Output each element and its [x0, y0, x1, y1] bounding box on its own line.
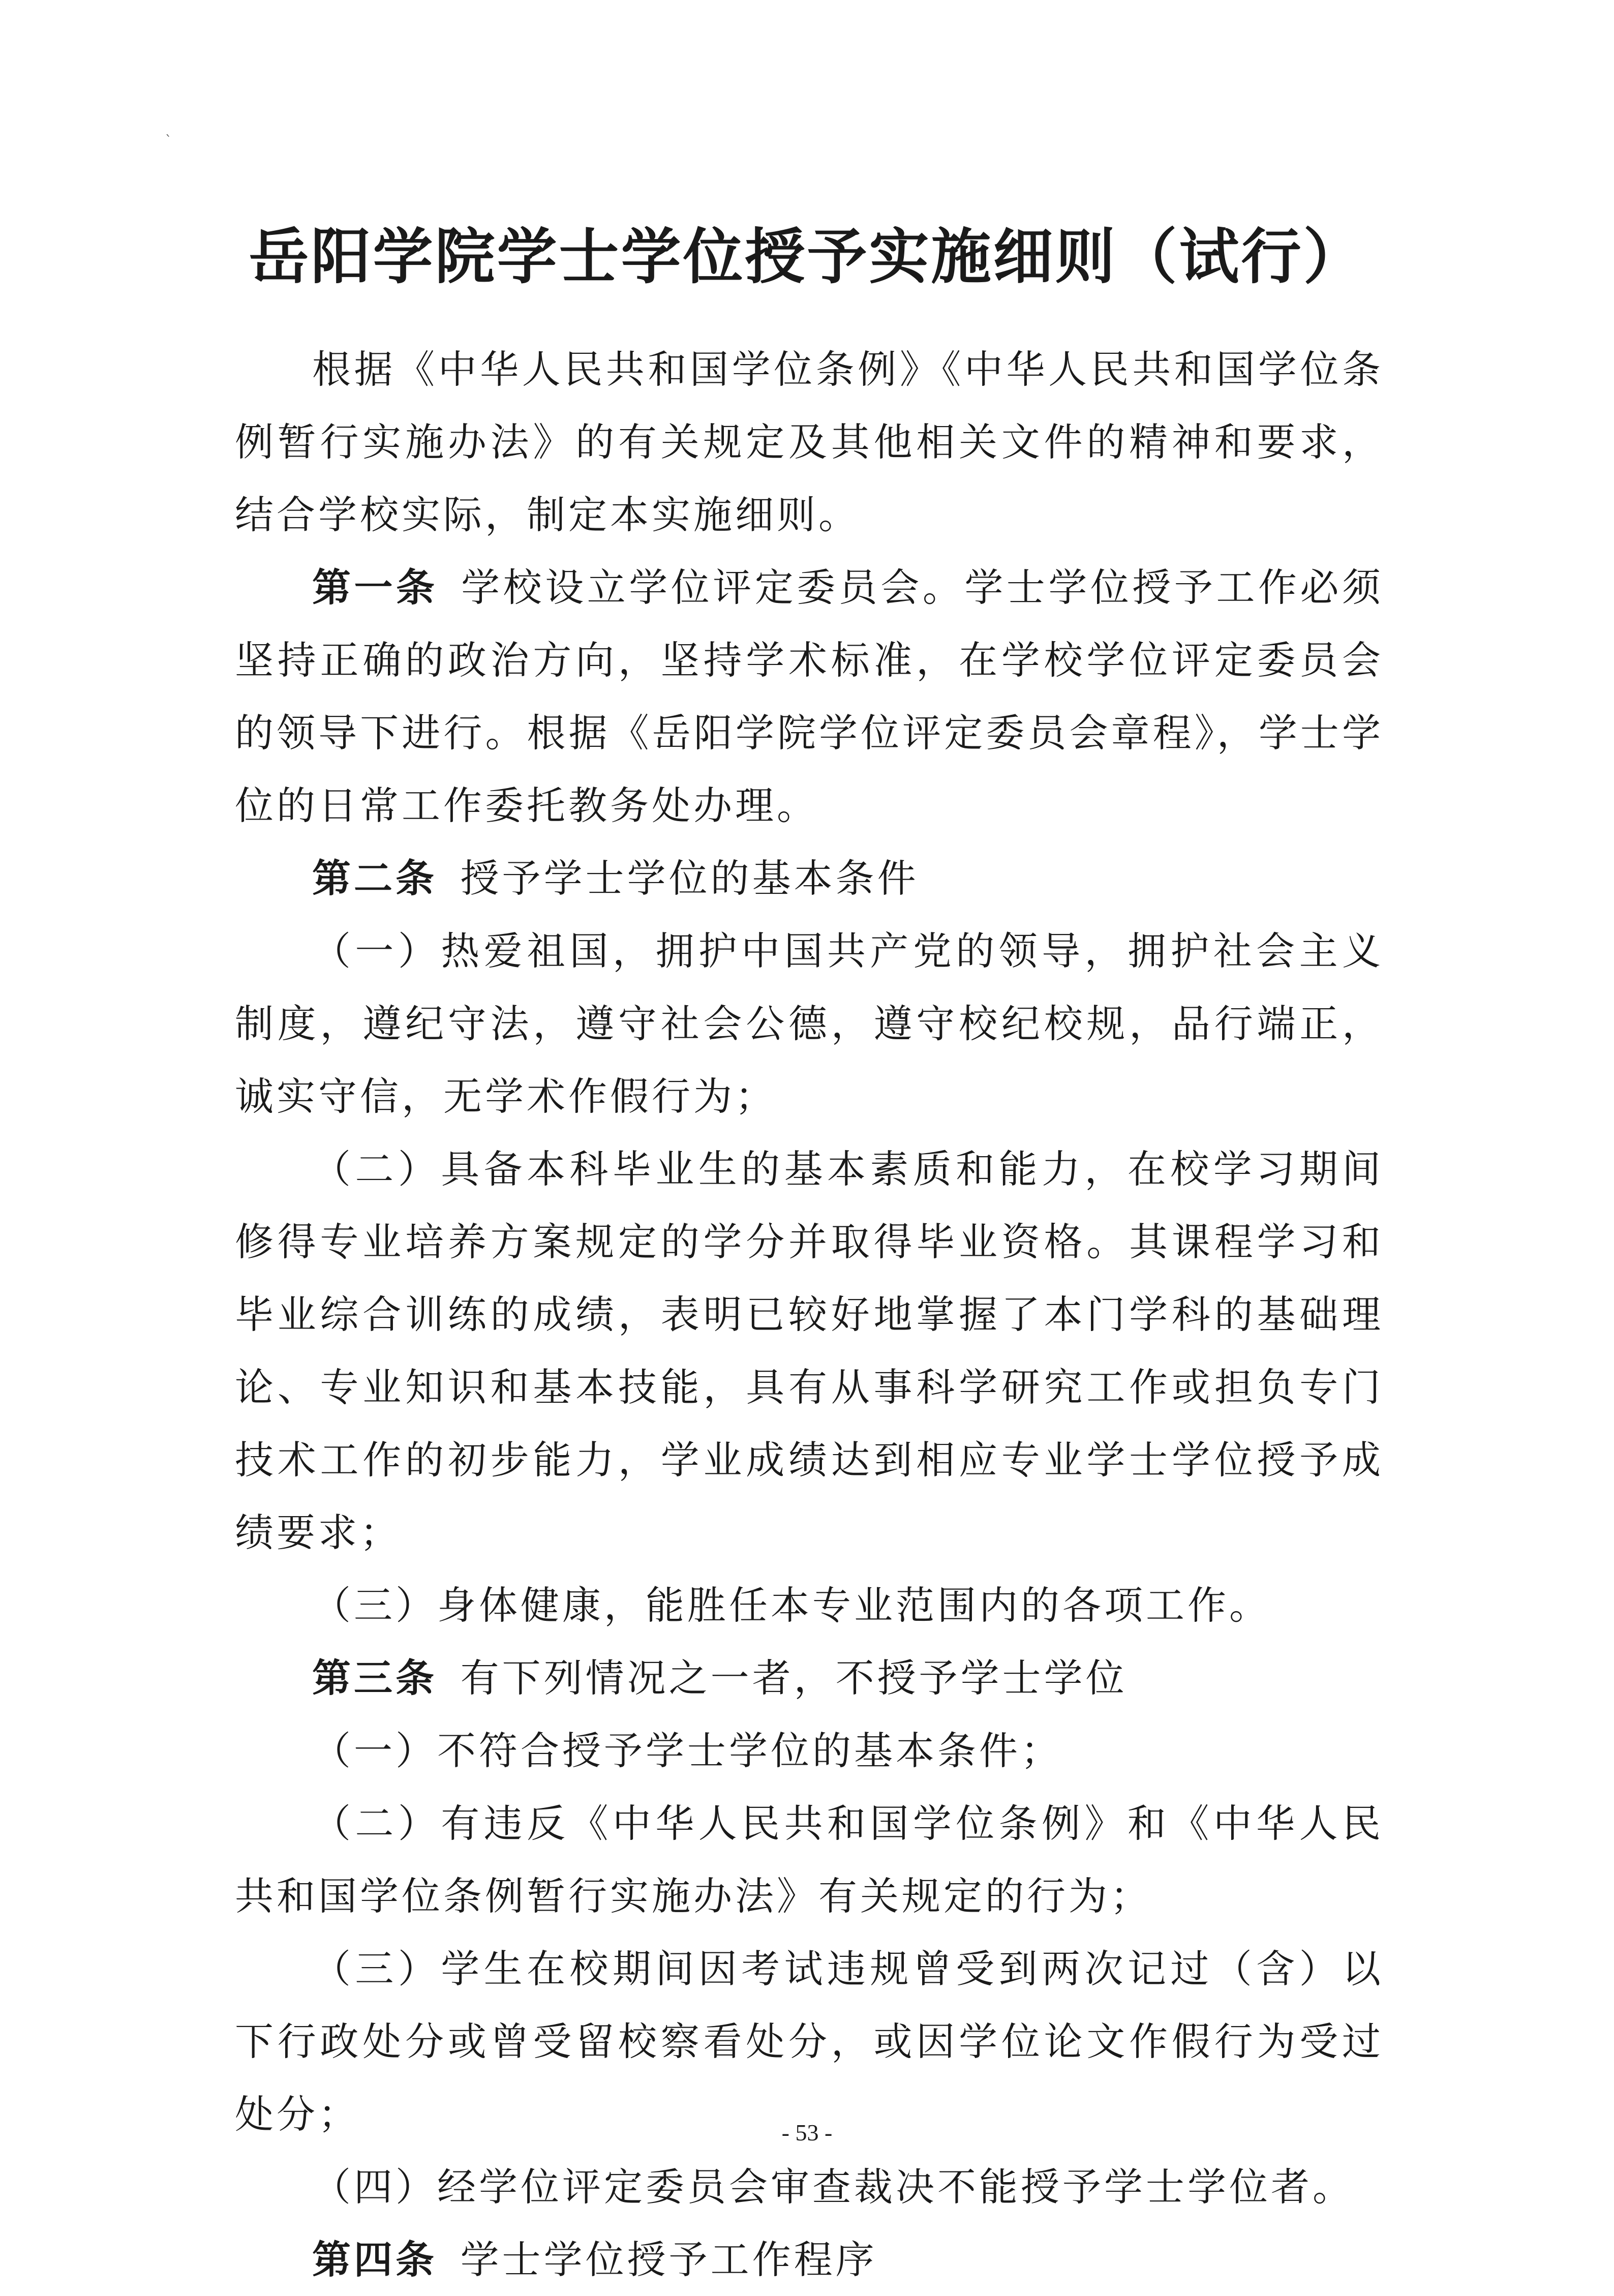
paragraph-article-4: [235, 2223, 1384, 2296]
paragraph-text: （二）具备本科毕业生的基本素质和能力，在校学习期间修得专业培养方案规定的学分并取得毕业资格。其课程学习和毕业综合训练的成绩，表明已较好地掌握了本门学科的基础理论、专业知识和基本技能，具有从事科学研究工作或担负专门技术工作的初步能力，学业成绩达到相应专业学士学位授予成绩要求；: [235, 1146, 1384, 1555]
paragraph-article-2: [235, 842, 1384, 915]
document-body: [235, 333, 1384, 2296]
paragraph-text: 有下列情况之一者，不授予学士学位: [460, 1655, 1128, 1701]
paragraph-item: [235, 2151, 1384, 2223]
document-title: 岳阳学院学士学位授予实施细则（试行）: [249, 222, 1365, 292]
paragraph-article-3: [235, 1642, 1384, 1714]
article-label: 第三条: [312, 1655, 437, 1701]
paragraph-text: 授予学士学位的基本条件: [460, 856, 919, 901]
article-label: 第一条: [312, 565, 438, 610]
paragraph-item: [235, 1787, 1384, 1932]
paragraph-text: （一）热爱祖国，拥护中国共产党的领导，拥护社会主义制度，遵纪守法，遵守社会公德，遵守校纪校规，品行端正，诚实守信，无学术作假行为；: [235, 928, 1384, 1119]
paragraph-text: （三）身体健康，能胜任本专业范围内的各项工作。: [312, 1583, 1271, 1628]
page-number: - 53 -: [781, 2120, 833, 2146]
paragraph-item: [235, 1714, 1384, 1787]
paragraph-text: （三）学生在校期间因考试违规曾受到两次记过（含）以下行政处分或曾受留校察看处分，或因学位论文作假行为受过处分；: [235, 1946, 1384, 2137]
scan-mark: `: [165, 133, 172, 148]
paragraph-article-1: [235, 551, 1384, 842]
paragraph-text: （二）有违反《中华人民共和国学位条例》和《中华人民共和国学位条例暂行实施办法》有关规定的行为；: [235, 1801, 1384, 1919]
article-label: 第二条: [312, 856, 437, 901]
paragraph-text: （一）不符合授予学士学位的基本条件；: [312, 1728, 1062, 1773]
paragraph-preamble: [235, 333, 1384, 551]
article-label: 第四条: [312, 2237, 437, 2282]
paragraph-item: [235, 1569, 1384, 1642]
paragraph-text: 学校设立学位评定委员会。学士学位授予工作必须坚持正确的政治方向，坚持学术标准，在学校学位评定委员会的领导下进行。根据《岳阳学院学位评定委员会章程》，学士学位的日常工作委托教务处办理。: [235, 565, 1384, 828]
paragraph-item: [235, 1133, 1384, 1569]
paragraph-item: [235, 915, 1384, 1133]
paragraph-text: （四）经学位评定委员会审查裁决不能授予学士学位者。: [312, 2164, 1354, 2210]
paragraph-text: 根据《中华人民共和国学位条例》《中华人民共和国学位条例暂行实施办法》的有关规定及其他相关文件的精神和要求，结合学校实际，制定本实施细则。: [235, 347, 1384, 537]
paragraph-text: 学士学位授予工作程序: [460, 2237, 877, 2282]
